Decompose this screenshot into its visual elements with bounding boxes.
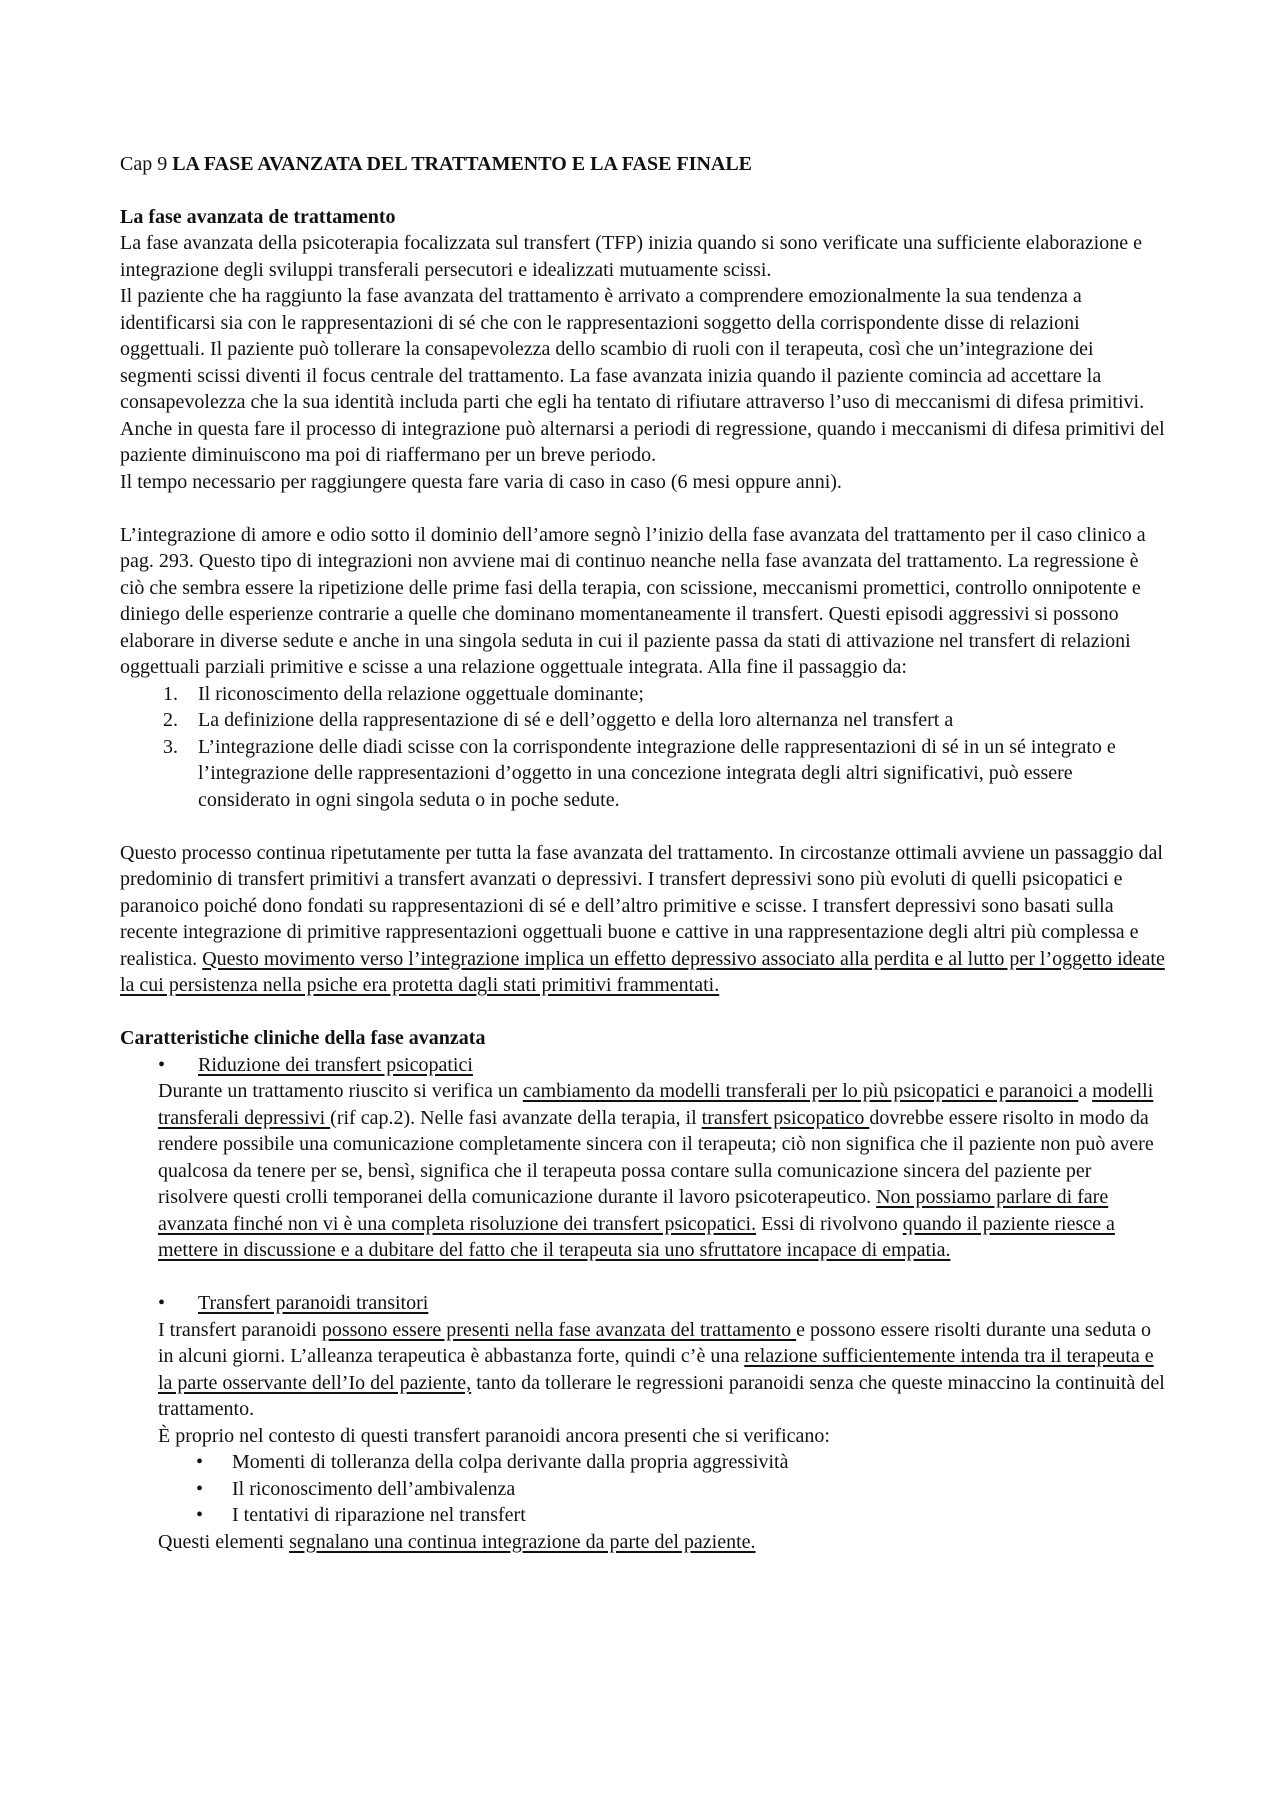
bullet-title bbox=[158, 1052, 1165, 1079]
underlined-text: quando il paziente riesce a mettere in discussione e a dubitare del fatto che il terapeuta sia uno sfruttatore incapace di empatia. bbox=[158, 1212, 1115, 1261]
list-item-text: Il riconoscimento dell’ambivalenza bbox=[232, 1477, 516, 1500]
bullet-title-text: Riduzione dei transfert psicopatici bbox=[198, 1053, 473, 1076]
bullet-icon: • bbox=[196, 1504, 204, 1526]
list-item bbox=[120, 707, 1165, 734]
list-item-text: I tentativi di riparazione nel transfert bbox=[232, 1504, 526, 1526]
list-number: 1. bbox=[163, 682, 178, 705]
list-item bbox=[120, 681, 1165, 708]
underlined-text: possono essere presenti nella fase avanzata del trattamento bbox=[321, 1318, 797, 1341]
paragraph: Il tempo necessario per raggiungere questa fare varia di caso in caso (6 mesi oppure anni). bbox=[120, 470, 842, 493]
text-run: tanto da tollerare le regressioni paranoidi senza che queste minaccino la continuità del trattamento. bbox=[158, 1371, 1165, 1420]
bullet-icon: • bbox=[158, 1053, 166, 1076]
paragraph bbox=[120, 840, 1165, 999]
list-item-text: L’integrazione delle diadi scisse con la corrispondente integrazione delle rappresentazioni di sé in un sé integrato e l’integrazione delle rappresentazioni d’oggetto in una concezione integrata degli altri significativi, può essere considerato in ogni singola seduta o in poche sedute. bbox=[198, 735, 1116, 811]
underlined-text: cambiamento da modelli transferali per lo più psicopatici e paranoici bbox=[522, 1080, 1079, 1102]
paragraph: È proprio nel contesto di questi transfert paranoidi ancora presenti che si verificano: bbox=[158, 1424, 830, 1447]
paragraph bbox=[158, 1529, 1165, 1556]
paragraph bbox=[158, 1078, 1165, 1264]
numbered-list bbox=[120, 681, 1165, 814]
text-run: I transfert paranoidi bbox=[158, 1318, 322, 1341]
section-heading-caratteristiche: Caratteristiche cliniche della fase avanzata bbox=[120, 1027, 486, 1049]
list-number: 2. bbox=[163, 709, 178, 731]
text-run: dovrebbe essere risolto in modo da rendere possibile una comunicazione completamente sincera con il terapeuta; ciò non significa che il paziente non può avere qualcosa da tenere per se, bensì, significa che il terapeuta possa contare sulla comunicazione sincera del paziente per risolvere questi crolli temporanei della comunicazione durante il lavoro psicoterapeutico. bbox=[158, 1106, 1154, 1208]
bullet-icon: • bbox=[196, 1451, 204, 1473]
bullet-icon: • bbox=[196, 1477, 204, 1500]
underlined-text: modelli transferali depressivi bbox=[158, 1080, 1154, 1129]
chapter-heading: LA FASE AVANZATA DEL TRATTAMENTO E LA FASE FINALE bbox=[172, 153, 753, 175]
sub-bullet-list bbox=[158, 1449, 1165, 1529]
section-heading-fase-avanzata: La fase avanzata de trattamento bbox=[120, 205, 396, 228]
list-item bbox=[120, 734, 1165, 814]
underlined-text: Questo movimento verso l’integrazione implica un effetto depressivo associato alla perdita e al lutto per l’oggetto ideate la cui persistenza nella psiche era protetta dagli stati primitivi frammentati. bbox=[120, 947, 1165, 996]
underlined-text: relazione sufficientemente intenda tra il terapeuta e la parte osservante dell’Io del paziente, bbox=[158, 1345, 1154, 1394]
text-run: Questi elementi bbox=[158, 1530, 290, 1553]
paragraph: L’integrazione di amore e odio sotto il dominio dell’amore segnò l’inizio della fase avanzata del trattamento per il caso clinico a pag. 293. Questo tipo di integrazioni non avviene mai di continuo neanche nella fase avanzata del trattamento. La regressione è ciò che sembra essere la ripetizione delle prime fasi della terapia, con scissione, meccanismi promettici, controllo onnipotente e diniego delle esperienze contrarie a quelle che dominano momentaneamente il transfert. Questi episodi aggressivi si possono elaborare in diverse sedute e anche in una singola seduta in cui il paziente passa da stati di attivazione nel transfert di relazioni oggettuali parziali primitive e scisse a una relazione oggettuale integrata. Alla fine il passaggio da: bbox=[120, 523, 1146, 678]
text-run: a bbox=[1078, 1080, 1093, 1102]
list-item bbox=[158, 1449, 1165, 1476]
bullet-title-text: Transfert paranoidi transitori bbox=[198, 1292, 429, 1314]
text-run: e possono essere risolti durante una seduta o in alcuni giorni. L’alleanza terapeutica è abbastanza forte, quindi c’è una bbox=[158, 1318, 1151, 1367]
text-run: Durante un trattamento riuscito si verifica un bbox=[158, 1080, 523, 1102]
list-item bbox=[158, 1502, 1165, 1529]
paragraph-text: Questo processo continua ripetutamente per tutta la fase avanzata del trattamento. In circostanze ottimali avviene un passaggio dal predominio di transfert primitivi a transfert avanzati o depressivi. I transfert depressivi sono più evoluti di quelli psicopatici e paranoico poiché dono fondati su rappresentazioni di sé e dell’altro primitive e scisse. I transfert depressivi sono basati sulla recente integrazione di primitive rappresentazioni oggettuali buone e cattive in una rappresentazione degli altri più complessa e realistica. bbox=[120, 841, 1163, 970]
chapter-number: Cap 9 bbox=[120, 153, 173, 175]
underlined-text: segnalano una continua integrazione da parte del paziente. bbox=[289, 1530, 756, 1553]
chapter-title bbox=[120, 151, 1165, 178]
list-item-text: Il riconoscimento della relazione oggettuale dominante; bbox=[198, 682, 644, 705]
bullet-icon: • bbox=[158, 1292, 166, 1314]
paragraph bbox=[158, 1317, 1165, 1423]
bullet-section-transfert-psicopatici bbox=[120, 1052, 1165, 1556]
bullet-title bbox=[158, 1290, 1165, 1317]
underlined-text: Non possiamo parlare di fare avanzata finché non vi è una completa risoluzione dei transfert psicopatici. bbox=[158, 1186, 1109, 1235]
list-item-text: Momenti di tolleranza della colpa derivante dalla propria aggressività bbox=[232, 1451, 789, 1473]
underlined-text: transfert psicopatico bbox=[701, 1106, 870, 1129]
paragraph: La fase avanzata della psicoterapia focalizzata sul transfert (TFP) inizia quando si sono verificate una sufficiente elaborazione e integrazione degli sviluppi transferali persecutori e idealizzati mutuamente scissi. bbox=[120, 232, 1142, 281]
text-run: (rif cap.2). Nelle fasi avanzate della terapia, il bbox=[330, 1106, 702, 1129]
list-number: 3. bbox=[163, 735, 178, 758]
list-item-text: La definizione della rappresentazione di sé e dell’oggetto e della loro alternanza nel transfert a bbox=[198, 709, 954, 731]
list-item bbox=[158, 1476, 1165, 1503]
paragraph: Il paziente che ha raggiunto la fase avanzata del trattamento è arrivato a comprendere emozionalmente la sua tendenza a identificarsi sia con le rappresentazioni di sé che con le rappresentazioni soggetto della corrispondente disse di relazioni oggettuali. Il paziente può tollerare la consapevolezza dello scambio di ruoli con il terapeuta, così che un’integrazione dei segmenti scissi diventi il focus centrale del trattamento. La fase avanzata inizia quando il paziente comincia ad accettare la consapevolezza che la sua identità includa parti che egli ha tentato di rifiutare attraverso l’uso di meccanismi di difesa primitivi. Anche in questa fare il processo di integrazione può alternarsi a periodi di regressione, quando i meccanismi di difesa primitivi del paziente diminuiscono ma poi di riaffermano per un breve periodo. bbox=[120, 285, 1165, 466]
text-run: Essi di rivolvono bbox=[756, 1212, 903, 1235]
